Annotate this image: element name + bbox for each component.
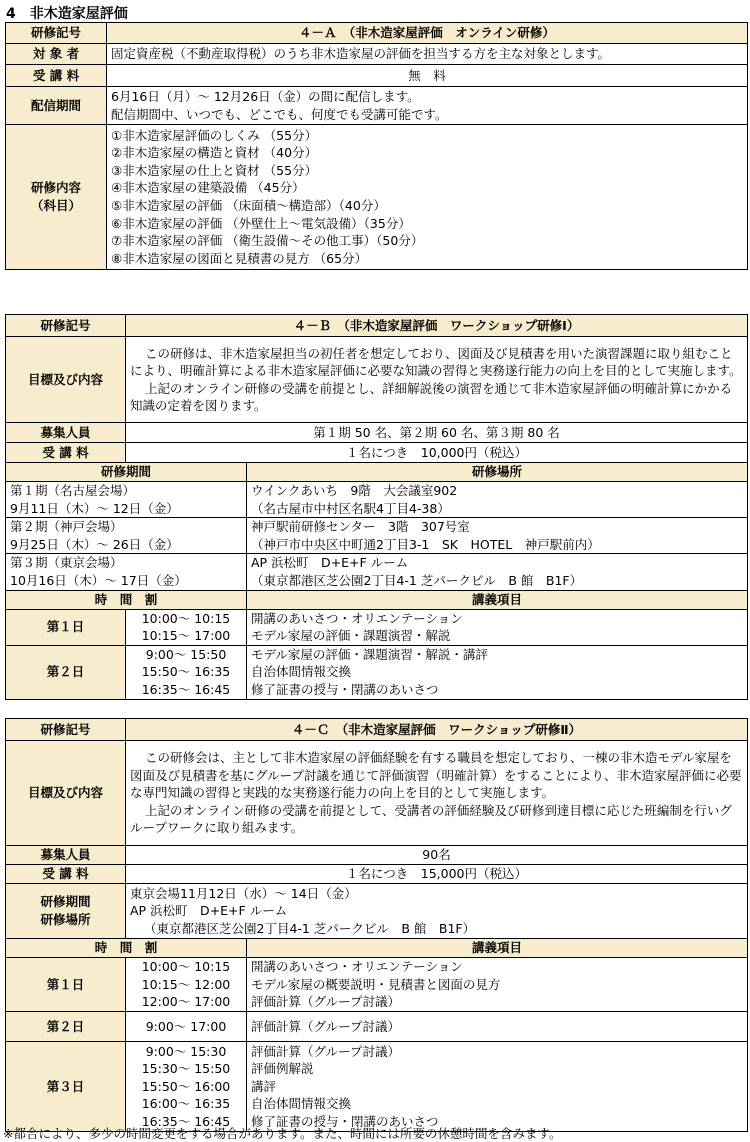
day-topics — [247, 958, 748, 1012]
topic-item: 修了証書の授与・閉講のあいさつ — [251, 682, 439, 698]
capacity-value: 第１期 50 名、第２期 60 名、第３期 80 名 — [126, 423, 748, 443]
time-slot: 16:00～ 16:35 — [141, 1096, 231, 1112]
content-label — [6, 125, 107, 270]
session-dates: 9月11日（木）～ 12日（金） — [10, 500, 179, 516]
code-label: 研修記号 — [6, 719, 126, 741]
fee-value: 無 料 — [107, 65, 748, 87]
code-label: 研修記号 — [6, 23, 107, 44]
goal-paragraph: 上記のオンライン研修の受講を前提として、受講者の評価経験及び研修到達目標に応じた班編制を行いグループワークに取り組みます。 — [130, 802, 732, 836]
session-place — [247, 482, 748, 518]
session-address: （東京都港区芝公園2丁目4-1 芝パークビル B 館 B1F） — [251, 572, 583, 588]
target-label: 対 象 者 — [6, 44, 107, 65]
day-topics — [247, 1012, 748, 1042]
pp-line: AP 浜松町 D+E+F ルーム — [130, 903, 288, 919]
fee-value: １名につき 15,000円（税込） — [126, 865, 748, 884]
goal-label: 目標及び内容 — [6, 741, 126, 846]
goal-label: 目標及び内容 — [6, 337, 126, 423]
period-place-value — [126, 884, 748, 939]
period-place-label — [6, 884, 126, 939]
session-address: （名古屋市中村区名駅4丁目4-38） — [251, 500, 450, 516]
period-place-label-line: 研修場所 — [40, 912, 91, 927]
topic-item: 自治体間情報交換 — [251, 664, 352, 680]
time-slot: 10:15～ 12:00 — [141, 976, 231, 992]
capacity-label: 募集人員 — [6, 846, 126, 865]
time-slot: 16:35～ 16:45 — [141, 1113, 231, 1129]
day-times — [126, 1012, 247, 1042]
session-venue: AP 浜松町 D+E+F ルーム — [251, 555, 409, 571]
time-slot: 12:00～ 17:00 — [141, 994, 231, 1010]
time-slot: 15:50～ 16:00 — [141, 1078, 231, 1094]
period-line: 配信期間中、いつでも、どこでも、何度でも受講可能です。 — [111, 106, 448, 122]
topics-header: 講義項目 — [247, 939, 748, 958]
table-4a — [5, 22, 748, 270]
session-name: 第２期（神戸会場） — [10, 519, 123, 535]
goal-paragraph: この研修会は、主として非木造家屋の評価経験を有する職員を想定しており、一棟の非木造モデル家屋を図面及び見積書を基にグループ討議を通じて評価演習（明確計算）をすることにより、非木造家屋評価に必要な専門知識の習得と実践的な実務遂行能力の向上を目的として実施します。 — [130, 750, 742, 801]
goal-paragraph: 上記のオンライン研修の受講を前提とし、詳細解説後の演習を通じて非木造家屋評価の明確計算にかかる知識の定着を図ります。 — [130, 380, 733, 413]
session-venue: 神戸駅前研修センター 3階 307号室 — [251, 519, 470, 535]
capacity-label: 募集人員 — [6, 423, 126, 443]
timetable-header: 時 間 割 — [6, 590, 247, 609]
time-slot: 10:00～ 10:15 — [141, 610, 231, 626]
section-title: 4 非木造家屋評価 — [6, 6, 128, 22]
topic-item: 開講のあいさつ・オリエンテーション — [251, 610, 463, 626]
fee-label: 受 講 料 — [6, 65, 107, 87]
period-place-label-line: 研修期間 — [40, 894, 91, 909]
topic-item: 評価計算（グループ討議） — [251, 1043, 401, 1059]
goal-text — [126, 741, 748, 846]
day-label: 第２日 — [6, 645, 126, 699]
day-times — [126, 958, 247, 1012]
list-item: ④非木造家屋の建築設備 （45分） — [111, 180, 305, 196]
list-item: ⑤非木造家屋の評価 （床面積～構造部）（40分） — [111, 198, 386, 213]
day-topics — [247, 1042, 748, 1132]
session-name: 第３期（東京会場） — [10, 555, 123, 571]
session-place — [247, 554, 748, 590]
fee-label: 受 講 料 — [6, 865, 126, 884]
topic-item: モデル家屋の概要説明・見積書と図面の見方 — [251, 976, 501, 992]
table-4c — [5, 718, 748, 1132]
day-topics — [247, 609, 748, 645]
day-label: 第３日 — [6, 1042, 126, 1132]
topic-item: モデル家屋の評価・課題演習・解説 — [251, 628, 451, 644]
session-period — [6, 518, 247, 554]
table-4b — [5, 314, 748, 700]
footnote: ※都合により、多少の時間変更をする場合があります。また、時間には所要の休憩時間を含みます。 — [3, 1126, 562, 1141]
target-value: 固定資産税（不動産取得税）のうち非木造家屋の評価を担当する方を主な対象とします。 — [107, 44, 748, 65]
period-line: 6月16日（月）～ 12月26日（金）の間に配信します。 — [111, 88, 420, 104]
day-times — [126, 609, 247, 645]
time-slot: 15:30～ 15:50 — [141, 1061, 231, 1077]
code-value: ４－Ａ （非木造家屋評価 オンライン研修） — [107, 23, 748, 44]
topic-item: 評価計算（グループ討議） — [251, 994, 401, 1010]
fee-value: １名につき 10,000円（税込） — [126, 443, 748, 463]
topics-header: 講義項目 — [247, 590, 748, 609]
time-slot: 15:50～ 16:35 — [141, 664, 231, 680]
period-header: 研修期間 — [6, 463, 247, 482]
goal-text — [126, 337, 748, 423]
list-item: ⑧非木造家屋の図面と見積書の見方 （65分） — [111, 250, 368, 266]
time-slot: 16:35～ 16:45 — [141, 682, 231, 698]
list-item: ⑥非木造家屋の評価 （外壁仕上～電気設備）（35分） — [111, 215, 411, 231]
session-address: （神戸市中央区中町通2丁目3-1 SK HOTEL 神戸駅前内） — [251, 536, 600, 552]
day-label: 第２日 — [6, 1012, 126, 1042]
session-period — [6, 554, 247, 590]
topic-item: 評価計算（グループ討議） — [251, 1018, 401, 1034]
period-label: 配信期間 — [6, 87, 107, 125]
day-topics — [247, 645, 748, 699]
session-name: 第１期（名古屋会場） — [10, 483, 136, 498]
session-dates: 10月16日（木）～ 17日（金） — [10, 572, 187, 588]
topic-item: 開講のあいさつ・オリエンテーション — [251, 959, 463, 975]
time-slot: 10:15～ 17:00 — [141, 628, 231, 644]
code-label: 研修記号 — [6, 315, 126, 337]
topic-item: 評価例解説 — [251, 1061, 314, 1077]
topic-item: 修了証書の授与・閉講のあいさつ — [251, 1113, 439, 1129]
topic-item: 講評 — [251, 1078, 277, 1094]
topic-item: 自治体間情報交換 — [251, 1096, 352, 1112]
day-label: 第１日 — [6, 609, 126, 645]
session-venue: ウインクあいち 9階 大会議室902 — [251, 483, 458, 498]
time-slot: 9:00～ 17:00 — [145, 1018, 227, 1034]
session-place — [247, 518, 748, 554]
day-label: 第１日 — [6, 958, 126, 1012]
capacity-value: 90名 — [126, 846, 748, 865]
code-value: ４－Ｂ （非木造家屋評価 ワークショップ研修Ⅰ） — [126, 315, 748, 337]
content-label-line: 研修内容 — [30, 180, 81, 195]
content-list — [107, 125, 748, 270]
topic-item: モデル家屋の評価・課題演習・解説・講評 — [251, 646, 488, 662]
time-slot: 9:00～ 15:30 — [145, 1043, 227, 1059]
list-item: ①非木造家屋評価のしくみ （55分） — [111, 127, 318, 143]
session-period — [6, 482, 247, 518]
day-times — [126, 645, 247, 699]
pp-line: （東京都港区芝公園2丁目4-1 芝パークビル B 館 B1F） — [144, 920, 476, 936]
code-value: ４－Ｃ （非木造家屋評価 ワークショップ研修Ⅱ） — [126, 719, 748, 741]
time-slot: 9:00～ 15:50 — [145, 646, 227, 662]
time-slot: 10:00～ 10:15 — [141, 959, 231, 975]
pp-line: 東京会場11月12日（水）～ 14日（金） — [130, 885, 357, 901]
timetable-header: 時 間 割 — [6, 939, 247, 958]
fee-label: 受 講 料 — [6, 443, 126, 463]
goal-paragraph: この研修は、非木造家屋担当の初任者を想定しており、図面及び見積書を用いた演習課題に取り組むことにより、明確計算による非木造家屋評価に必要な知識の習得と実務遂行能力の向上を目的として実施します。 — [130, 345, 742, 378]
day-times — [126, 1042, 247, 1132]
period-value — [107, 87, 748, 125]
list-item: ②非木造家屋の構造と資材 （40分） — [111, 145, 318, 161]
place-header: 研修場所 — [247, 463, 748, 482]
content-label-line: （科目） — [30, 198, 81, 213]
session-dates: 9月25日（木）～ 26日（金） — [10, 536, 179, 552]
list-item: ⑦非木造家屋の評価 （衛生設備～その他工事）（50分） — [111, 233, 424, 249]
list-item: ③非木造家屋の仕上と資材 （55分） — [111, 162, 318, 178]
